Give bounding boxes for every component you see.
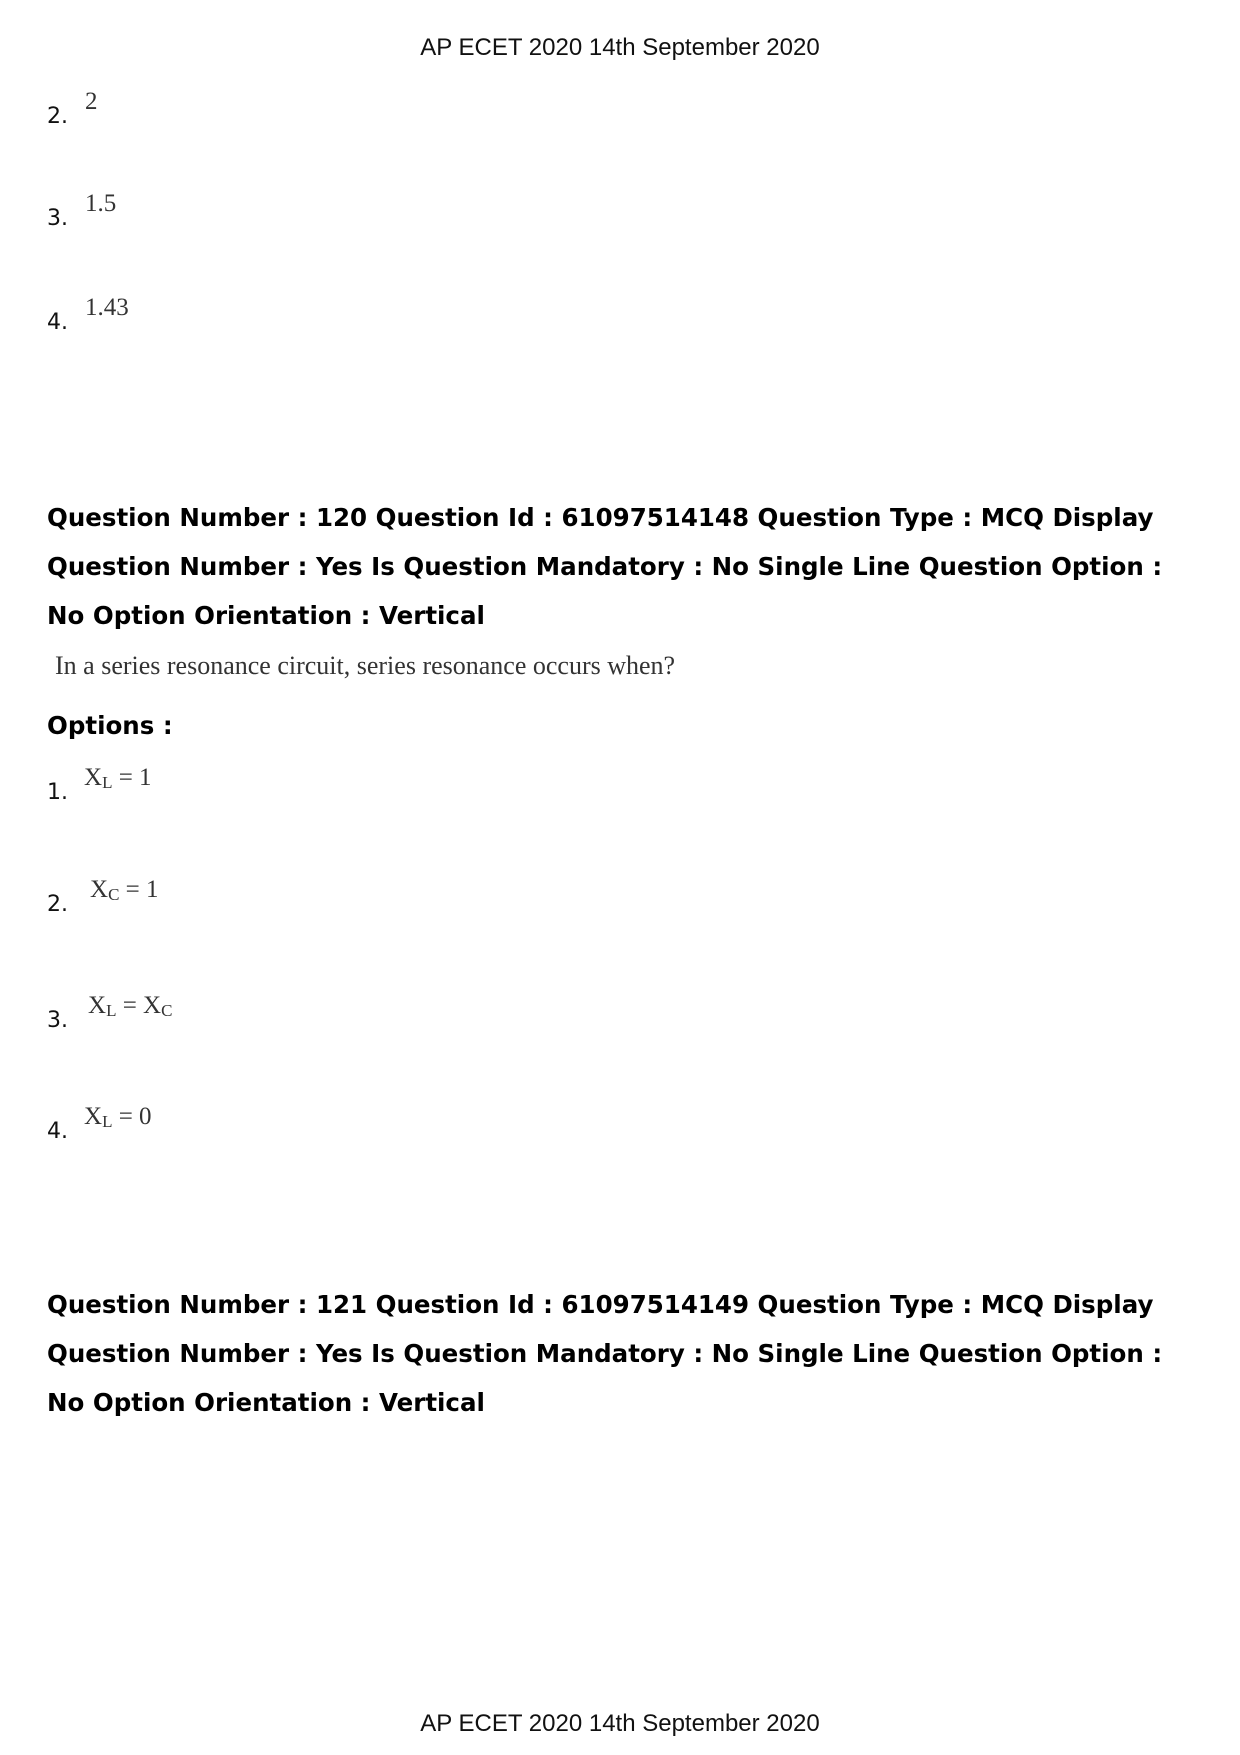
option-number: 4.: [47, 1119, 68, 1144]
options-label: Options :: [47, 711, 173, 740]
option-formula: $X_C = 1$: [90, 876, 159, 904]
option-formula: $X_L = 1$: [84, 764, 152, 792]
option-value: 2: [85, 88, 98, 115]
question-120-meta: Question Number : 120 Question Id : 61097514148 Question Type : MCQ Display Question Number : Yes Is Question Mandatory : No Single Line Question Option : No Option Orientation : Vertical: [47, 503, 1163, 630]
option-number: 3.: [47, 206, 68, 231]
option-number: 2.: [47, 104, 68, 129]
option-number: 2.: [47, 892, 68, 917]
option-number: 4.: [47, 310, 68, 335]
page-footer: AP ECET 2020 14th September 2020: [420, 1710, 820, 1737]
option-value: 1.43: [85, 294, 129, 321]
option-number: 1.: [47, 780, 68, 805]
option-formula: $X_L = X_C$: [88, 992, 173, 1020]
page-header: AP ECET 2020 14th September 2020: [420, 34, 820, 61]
option-value: 1.5: [85, 190, 117, 217]
option-number: 3.: [47, 1008, 68, 1033]
question-121-meta: Question Number : 121 Question Id : 61097514149 Question Type : MCQ Display Question Number : Yes Is Question Mandatory : No Single Line Question Option : No Option Orientation : Vertical: [47, 1290, 1163, 1417]
option-formula: $X_L = 0$: [84, 1103, 152, 1131]
question-120-text: In a series resonance circuit, series resonance occurs when?: [55, 651, 676, 680]
